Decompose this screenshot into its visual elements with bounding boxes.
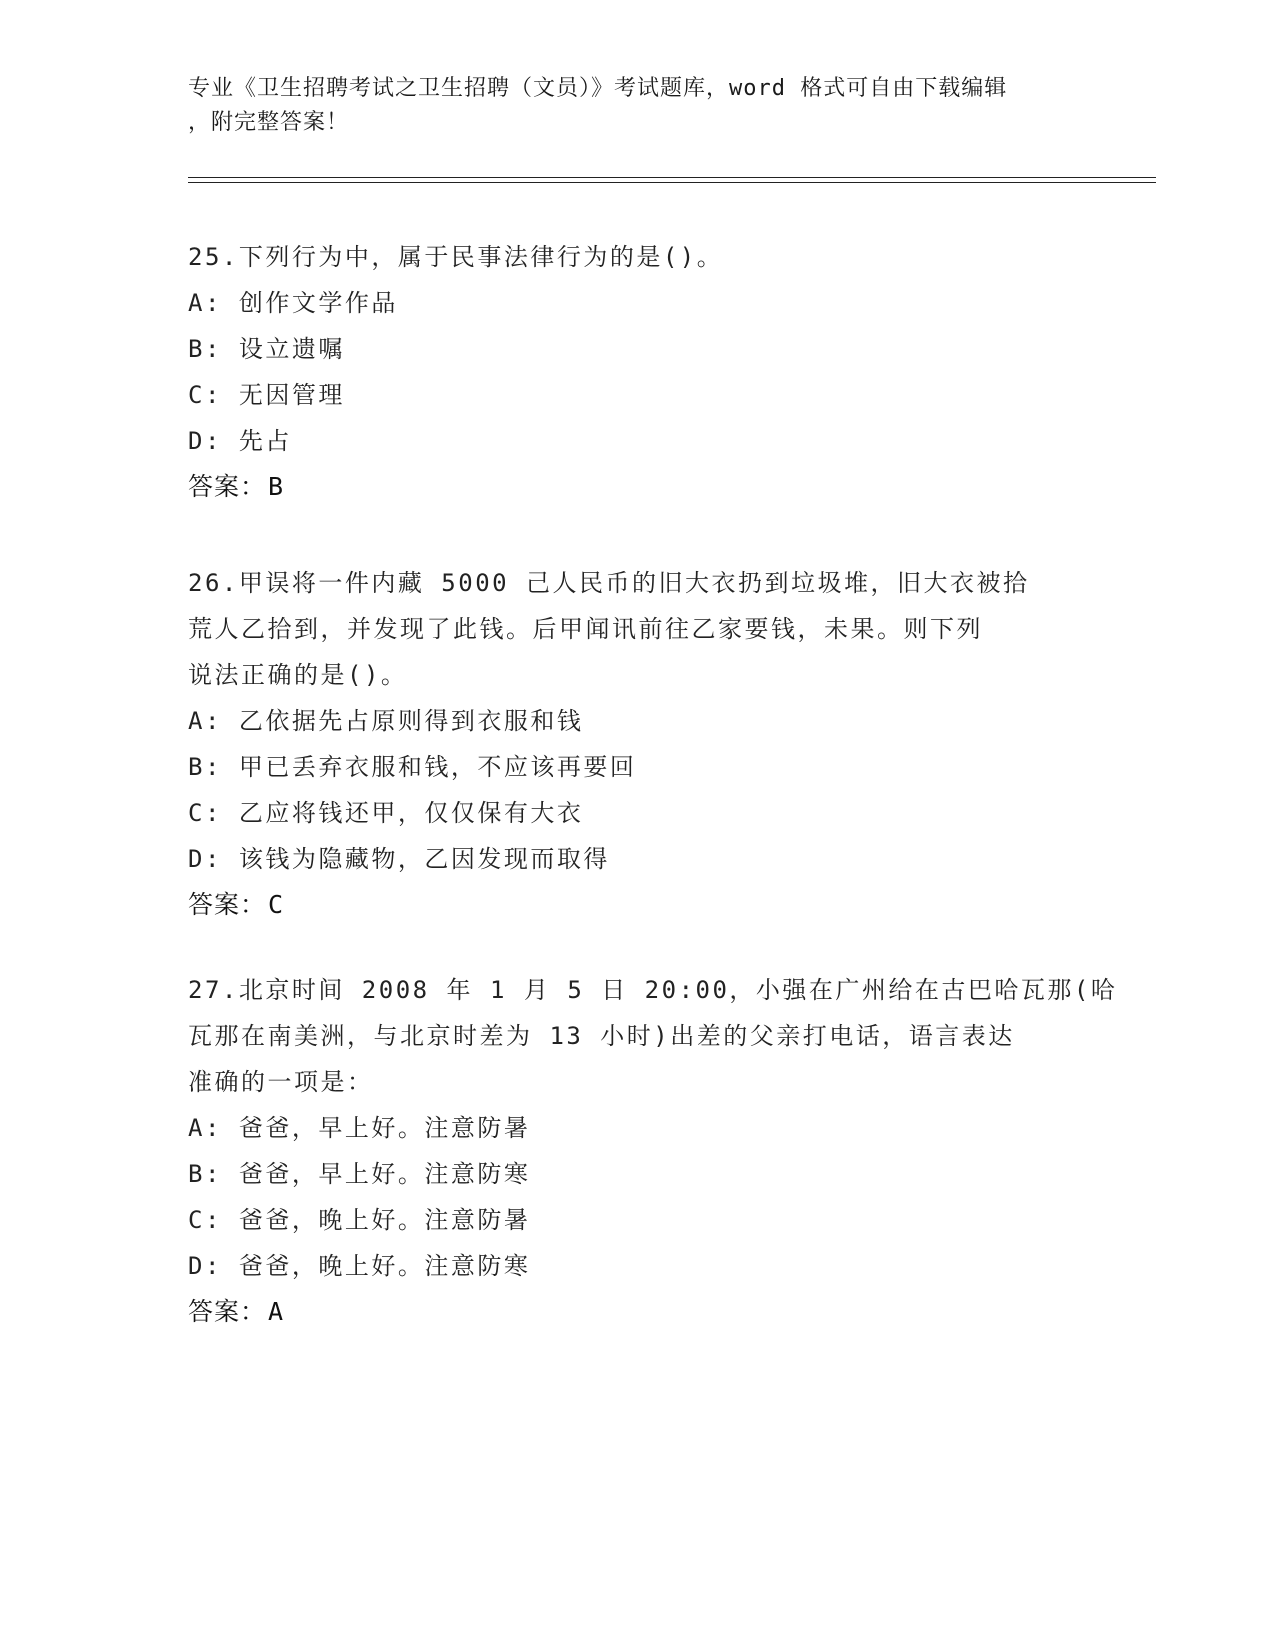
option-c: C: 无因管理 <box>188 381 345 409</box>
question-stem <box>188 560 1088 698</box>
option-b: B: 甲已丢弃衣服和钱，不应该再要回 <box>188 753 637 781</box>
answer <box>188 1289 1088 1335</box>
header-line-1: 专业《卫生招聘考试之卫生招聘（文员）》考试题库，word 格式可自由下载编辑 <box>188 76 1008 101</box>
stem-line: 25.下列行为中，属于民事法律行为的是()。 <box>188 243 724 271</box>
option-d: D: 爸爸，晚上好。注意防寒 <box>188 1252 531 1280</box>
answer-label: 答案： <box>188 472 267 501</box>
option-c: C: 爸爸，晚上好。注意防暑 <box>188 1206 531 1234</box>
question-25 <box>188 234 1088 510</box>
answer-value: B <box>268 472 285 501</box>
stem-line: 27.北京时间 2008 年 1 月 5 日 20:00，小强在广州给在古巴哈瓦那(哈 <box>188 976 1118 1004</box>
answer-label: 答案： <box>188 1297 267 1326</box>
option-b: B: 爸爸，早上好。注意防寒 <box>188 1160 531 1188</box>
question-stem <box>188 967 1118 1105</box>
option-b: B: 设立遗嘱 <box>188 335 345 363</box>
question-26 <box>188 560 1088 928</box>
header-line-2: ，附完整答案！ <box>188 110 350 135</box>
option-a: A: 乙依据先占原则得到衣服和钱 <box>188 707 584 735</box>
stem-line: 准确的一项是： <box>188 1068 374 1096</box>
header-divider-top <box>188 177 1156 178</box>
option-a: A: 创作文学作品 <box>188 289 398 317</box>
question-27 <box>188 967 1118 1335</box>
answer-value: C <box>268 890 285 919</box>
document-header <box>188 72 1088 140</box>
answer <box>188 464 1088 510</box>
stem-line: 荒人乙拾到，并发现了此钱。后甲闻讯前往乙家要钱，未果。则下列 <box>188 615 983 643</box>
answer <box>188 882 1088 928</box>
question-stem <box>188 234 1088 280</box>
stem-line: 瓦那在南美洲，与北京时差为 13 小时)出差的父亲打电话，语言表达 <box>188 1022 1015 1050</box>
option-d: D: 该钱为隐藏物，乙因发现而取得 <box>188 845 610 873</box>
header-divider-bottom <box>188 182 1156 183</box>
stem-line: 26.甲误将一件内藏 5000 己人民币的旧大衣扔到垃圾堆，旧大衣被拾 <box>188 569 1030 597</box>
option-a: A: 爸爸，早上好。注意防暑 <box>188 1114 531 1142</box>
stem-line: 说法正确的是()。 <box>188 661 408 689</box>
option-d: D: 先占 <box>188 427 292 455</box>
option-c: C: 乙应将钱还甲，仅仅保有大衣 <box>188 799 584 827</box>
answer-label: 答案： <box>188 890 267 919</box>
answer-value: A <box>268 1297 285 1326</box>
